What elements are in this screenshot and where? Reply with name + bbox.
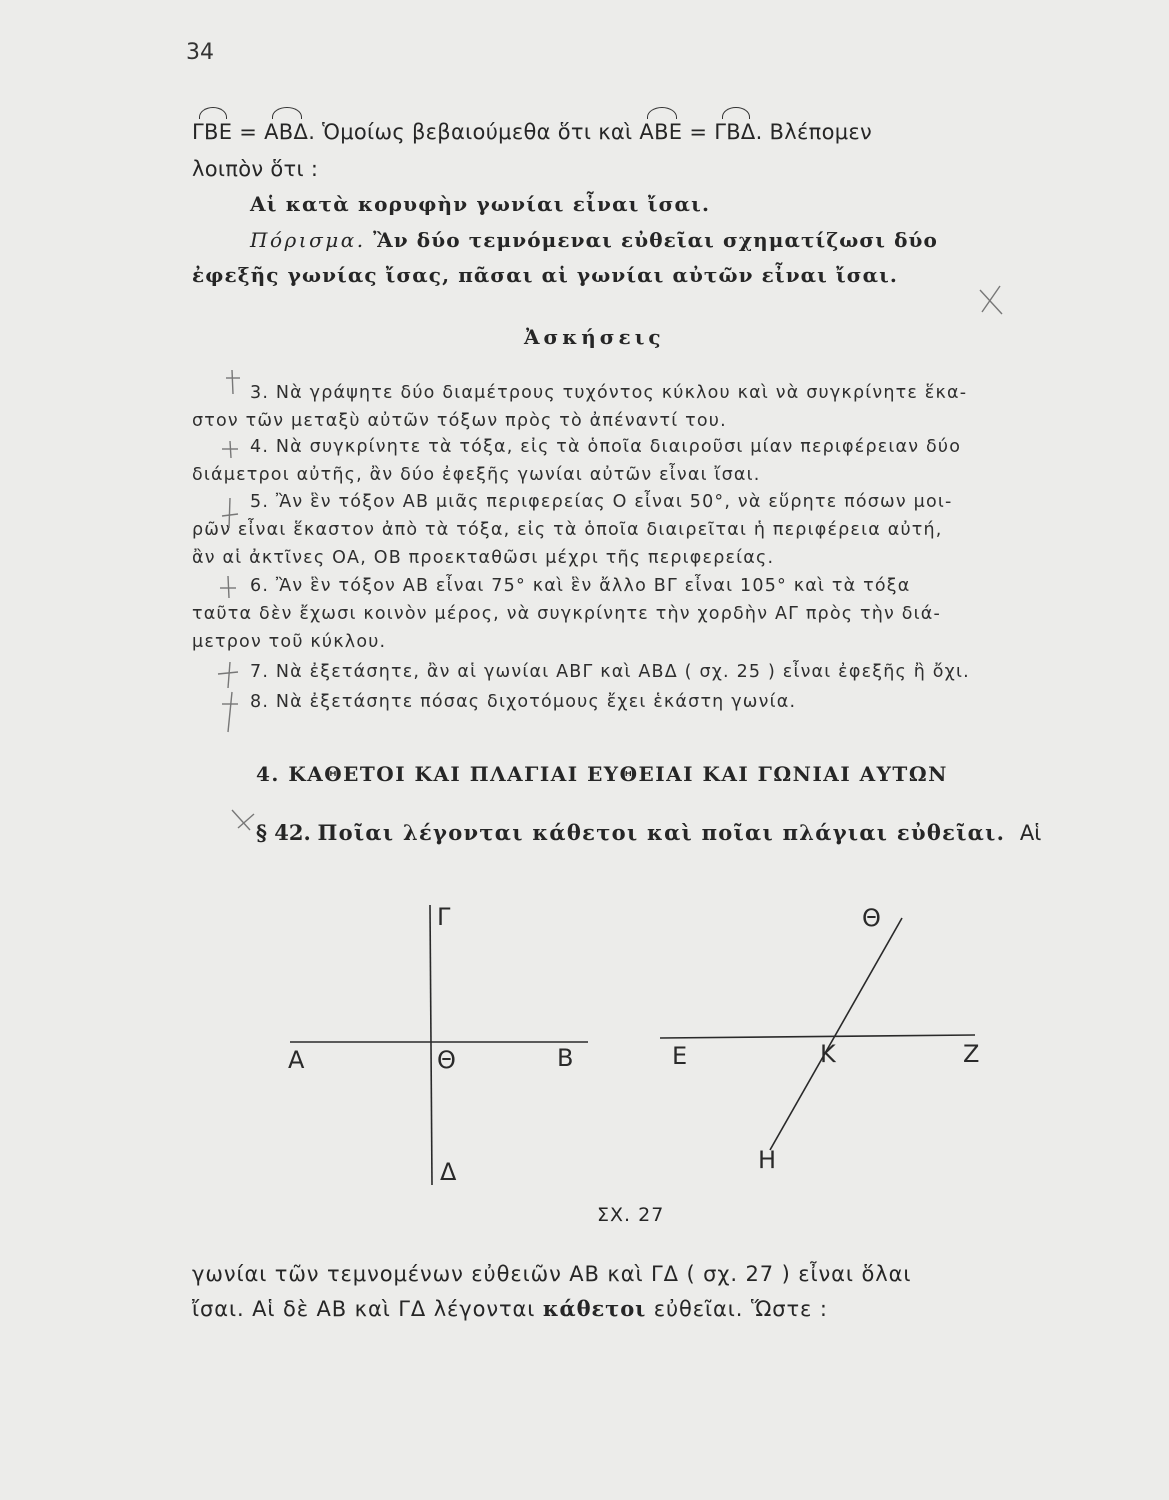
label-epsilon: Ε: [672, 1042, 688, 1070]
angle-gbe: ΓΒΕ: [192, 120, 233, 144]
exercise-7: 7. Νὰ ἐξετάσητε, ἂν αἱ γωνίαι ΑΒΓ καὶ ΑΒΔ ( σχ. 25 ) εἶναι ἐφεξῆς ἢ ὄχι.: [250, 662, 970, 682]
intro-end-text: . Βλέπομεν: [755, 120, 873, 144]
exercise-6-line-3: μετρον τοῦ κύκλου.: [192, 632, 387, 652]
figure-caption: ΣΧ. 27: [597, 1204, 665, 1226]
exercise-5-line-3: ἂν αἱ ἀκτῖνες ΟΑ, ΟΒ προεκταθῶσι μέχρι τῆς περιφερείας.: [192, 548, 775, 568]
exercise-6-line-2: ταῦτα δὲν ἔχωσι κοινὸν μέρος, νὰ συγκρίνητε τὴν χορδὴν ΑΓ πρὸς τὴν διά-: [192, 604, 942, 624]
label-alpha: Α: [288, 1046, 305, 1074]
label-kappa: Κ: [820, 1040, 836, 1068]
closing-line-2-bold: κάθετοι: [542, 1296, 647, 1321]
closing-line-1: γωνίαι τῶν τεμνομένων εὐθειῶν ΑΒ καὶ ΓΔ ( σχ. 27 ) εἶναι ὅλαι: [192, 1262, 912, 1286]
line-th-oblique: [770, 918, 902, 1150]
label-gamma: Γ: [437, 903, 451, 931]
line-ez: [660, 1035, 975, 1038]
exercise-5-line-2: ρῶν εἶναι ἕκαστον ἀπὸ τὰ τόξα, εἰς τὰ ὁποῖα διαιρεῖται ἡ περιφέρεια αὐτή,: [192, 520, 943, 540]
label-beta: Β: [557, 1044, 574, 1072]
label-eta: Η: [758, 1146, 777, 1174]
exercise-6-line-1: 6. Ἂν ἓν τόξον ΑΒ εἶναι 75° καὶ ἓν ἄλλο ΒΓ εἶναι 105° καὶ τὰ τόξα: [250, 576, 911, 596]
section-heading: 4. ΚΑΘΕΤΟΙ ΚΑΙ ΠΛΑΓΙΑΙ ΕΥΘΕΙΑΙ ΚΑΙ ΓΩΝΙΑΙ ΑΥΤΩΝ: [256, 762, 948, 786]
label-theta-center: Θ: [437, 1046, 456, 1074]
label-theta-top: Θ: [862, 904, 881, 932]
paragraph-continuation: Αἱ: [1019, 821, 1042, 845]
equals-sign: =: [682, 120, 715, 144]
exercise-8: 8. Νὰ ἐξετάσητε πόσας διχοτόμους ἔχει ἑκάστη γωνία.: [250, 692, 797, 712]
closing-line-2-end: εὐθεῖαι. Ὥστε :: [646, 1297, 828, 1321]
closing-line-2: [192, 1296, 828, 1321]
exercise-3-line-1: 3. Νὰ γράψητε δύο διαμέτρους τυχόντος κύκλου καὶ νὰ συγκρίνητε ἕκα-: [250, 383, 968, 403]
intro-mid-text: . Ὁμοίως βεβαιούμεθα ὅτι καὶ: [308, 120, 640, 144]
porism-line-2: ἐφεξῆς γωνίας ἴσας, πᾶσαι αἱ γωνίαι αὐτῶν εἶναι ἴσαι.: [192, 263, 898, 287]
porism-text-1: Ἂν δύο τεμνόμεναι εὐθεῖαι σχηματίζωσι δύο: [373, 228, 938, 252]
label-delta: Δ: [440, 1158, 457, 1186]
intro-line-2: λοιπὸν ὅτι :: [192, 157, 319, 181]
label-zeta: Ζ: [963, 1040, 980, 1068]
angle-abe: ΑΒΕ: [639, 120, 683, 144]
paragraph-number: § 42.: [256, 820, 311, 845]
exercise-4-line-1: 4. Νὰ συγκρίνητε τὰ τόξα, εἰς τὰ ὁποῖα διαιροῦσι μίαν περιφέρειαν δύο: [250, 437, 962, 457]
closing-line-2-start: ἴσαι. Αἱ δὲ ΑΒ καὶ ΓΔ λέγονται: [192, 1297, 543, 1321]
equals-sign: =: [232, 120, 265, 144]
exercises-title: Ἀσκήσεις: [524, 325, 665, 349]
theorem-statement: Αἱ κατὰ κορυφὴν γωνίαι εἶναι ἴσαι.: [250, 192, 711, 216]
angle-abd: ΑΒΔ: [264, 120, 309, 144]
porism-label: Πόρισμα.: [250, 228, 366, 252]
angle-gbd: ΓΒΔ: [714, 120, 756, 144]
exercise-3-line-2: στον τῶν μεταξὺ αὐτῶν τόξων πρὸς τὸ ἀπέναντί του.: [192, 411, 727, 431]
page-number: 34: [186, 40, 214, 65]
exercise-5-line-1: 5. Ἂν ἓν τόξον ΑΒ μιᾶς περιφερείας Ο εἶναι 50°, νὰ εὕρητε πόσων μοι-: [250, 492, 953, 512]
line-gd-perpendicular: [430, 905, 432, 1185]
paragraph-title: Ποῖαι λέγονται κάθετοι καὶ ποῖαι πλάγιαι εὐθεῖαι.: [317, 820, 1006, 845]
exercise-4-line-2: διάμετροι αὐτῆς, ἂν δύο ἐφεξῆς γωνίαι αὐτῶν εἶναι ἴσαι.: [192, 465, 761, 485]
